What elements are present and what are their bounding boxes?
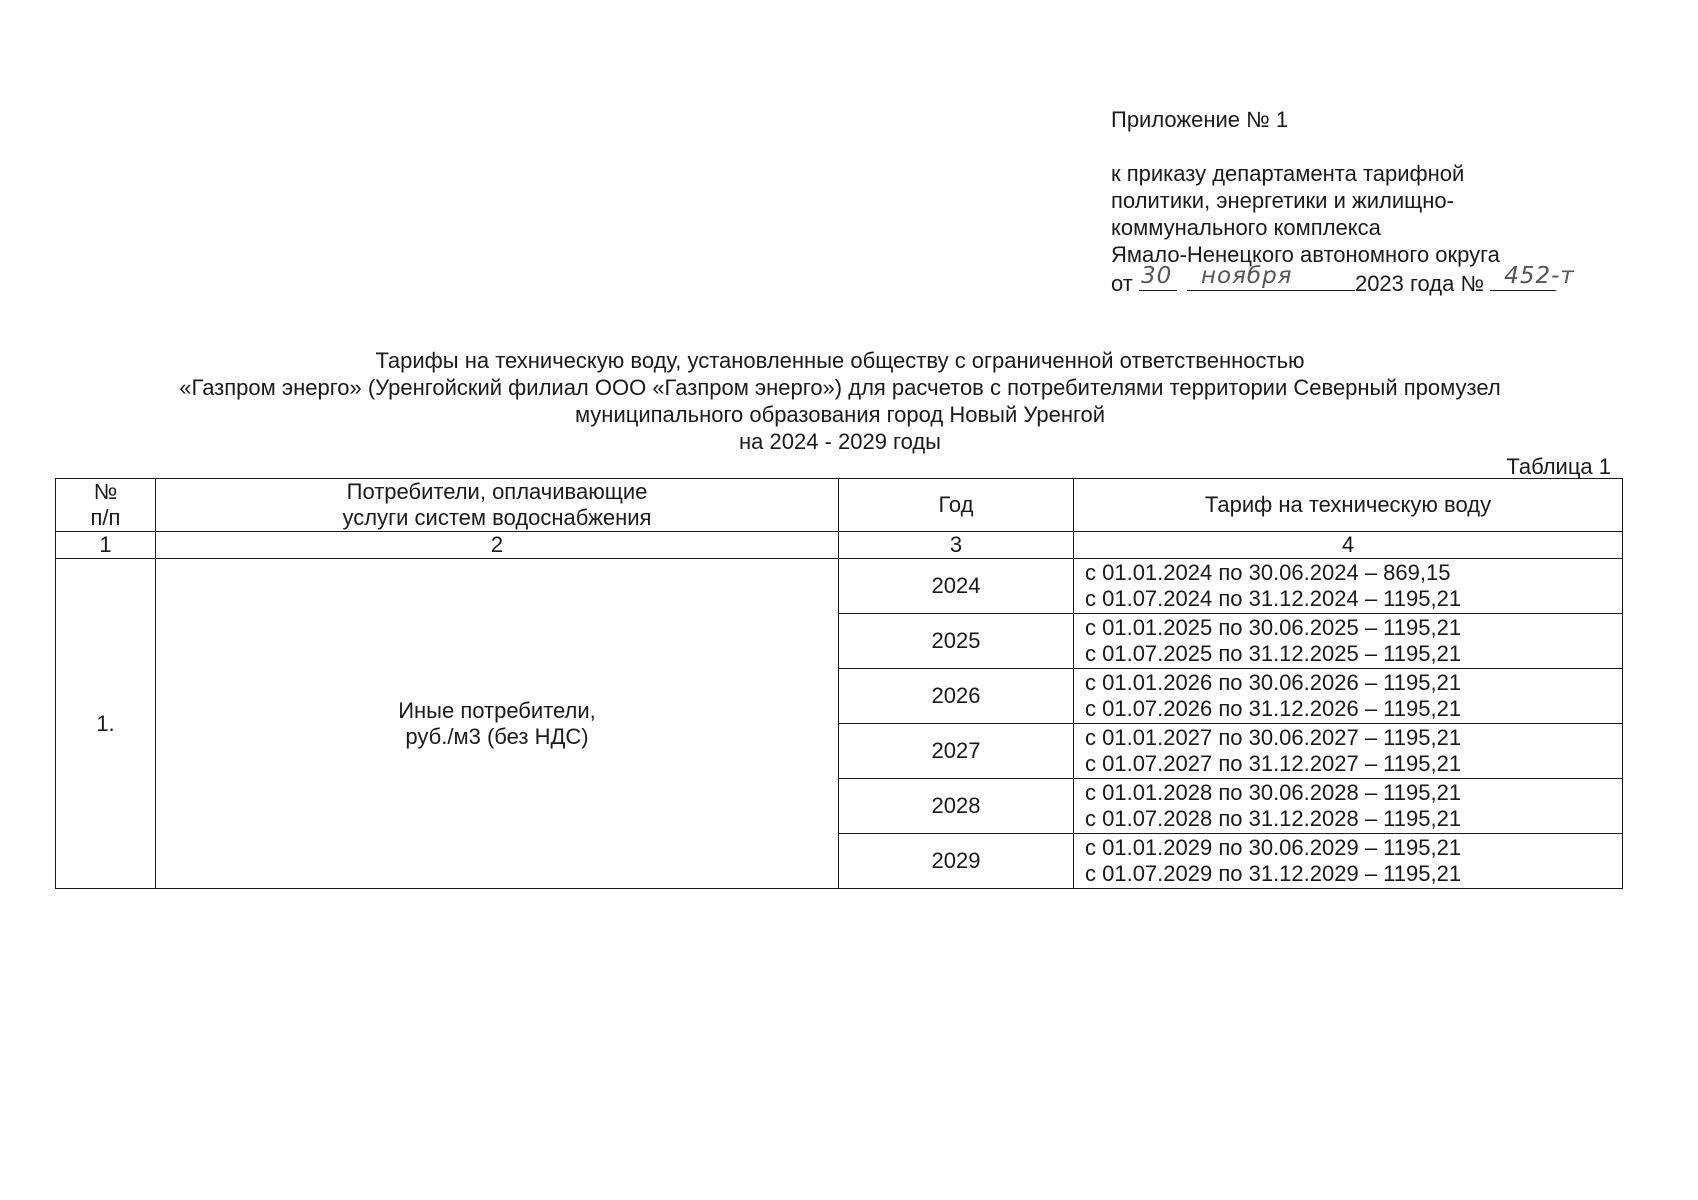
month-blank [1187, 263, 1355, 291]
tariff-line: с 01.07.2026 по 31.12.2026 – 1195,21 [1085, 696, 1462, 721]
tariff-cell [1074, 669, 1623, 724]
table-row [56, 559, 1623, 614]
tariff-line: с 01.07.2025 по 31.12.2025 – 1195,21 [1085, 641, 1462, 666]
column-number: 2 [156, 532, 839, 559]
consumer-cell [156, 559, 839, 889]
appendix-title: Приложение № 1 [1111, 107, 1289, 132]
appendix-line: политики, энергетики и жилищно- [1111, 188, 1454, 213]
title-line: «Газпром энерго» (Уренгойский филиал ООО «Газпром энерго») для расчетов с потребителями территории Северный промузел [179, 375, 1501, 400]
header-consumers-line: Потребители, оплачивающие [346, 479, 648, 504]
handwritten-day: 30 [1140, 263, 1173, 289]
header-consumers [156, 479, 839, 532]
year-cell: 2029 [839, 834, 1074, 889]
tariff-line: с 01.07.2027 по 31.12.2027 – 1195,21 [1085, 751, 1462, 776]
tariff-cell [1074, 614, 1623, 669]
year-cell: 2024 [839, 559, 1074, 614]
tariff-line: с 01.07.2028 по 31.12.2028 – 1195,21 [1085, 806, 1462, 831]
column-numbers-row [56, 532, 1623, 559]
day-blank [1139, 263, 1177, 291]
row-number: 1. [56, 559, 156, 889]
tariff-table [55, 478, 1623, 889]
date-prefix: от [1111, 271, 1133, 296]
header-year: Год [839, 479, 1074, 532]
column-number: 3 [839, 532, 1074, 559]
title-line: Тарифы на техническую воду, установленные обществу с ограниченной ответственностью [375, 348, 1305, 373]
year-cell: 2027 [839, 724, 1074, 779]
tariff-line: с 01.07.2029 по 31.12.2029 – 1195,21 [1085, 861, 1462, 886]
tariff-line: с 01.07.2024 по 31.12.2024 – 1195,21 [1085, 586, 1462, 611]
consumer-line: руб./м3 (без НДС) [405, 723, 589, 749]
tariff-cell [1074, 834, 1623, 889]
order-date-line [1111, 263, 1631, 297]
appendix-line: коммунального комплекса [1111, 215, 1381, 240]
table-label: Таблица 1 [1506, 454, 1611, 479]
year-cell: 2026 [839, 669, 1074, 724]
handwritten-month: ноября [1200, 263, 1293, 289]
header-num-line: № [93, 479, 118, 504]
title-line: на 2024 - 2029 годы [739, 429, 941, 454]
tariff-cell [1074, 559, 1623, 614]
header-row [56, 479, 1623, 532]
tariff-line: с 01.01.2028 по 30.06.2028 – 1195,21 [1085, 780, 1462, 805]
tariff-line: с 01.01.2029 по 30.06.2029 – 1195,21 [1085, 835, 1462, 860]
appendix-line: к приказу департамента тарифной [1111, 161, 1465, 186]
document-title [60, 347, 1620, 455]
number-blank [1490, 263, 1575, 291]
tariff-line: с 01.01.2026 по 30.06.2026 – 1195,21 [1085, 670, 1462, 695]
year-cell: 2028 [839, 779, 1074, 834]
header-num-line: п/п [90, 505, 121, 530]
header-num [56, 479, 156, 532]
column-number: 1 [56, 532, 156, 559]
tariff-line: с 01.01.2025 по 30.06.2025 – 1195,21 [1085, 615, 1462, 640]
header-tariff: Тариф на техническую воду [1074, 479, 1623, 532]
appendix-block [1111, 106, 1631, 297]
appendix-line: Ямало-Ненецкого автономного округа [1111, 242, 1500, 267]
year-text: 2023 года № [1354, 271, 1485, 296]
handwritten-number: 452-т [1504, 263, 1575, 289]
tariff-cell [1074, 779, 1623, 834]
header-consumers-line: услуги систем водоснабжения [342, 505, 652, 530]
title-line: муниципального образования город Новый Уренгой [574, 402, 1106, 427]
column-number: 4 [1074, 532, 1623, 559]
tariff-line: с 01.01.2027 по 30.06.2027 – 1195,21 [1085, 725, 1462, 750]
tariff-cell [1074, 724, 1623, 779]
year-cell: 2025 [839, 614, 1074, 669]
consumer-line: Иные потребители, [398, 697, 596, 723]
tariff-line: с 01.01.2024 по 30.06.2024 – 869,15 [1085, 560, 1451, 585]
